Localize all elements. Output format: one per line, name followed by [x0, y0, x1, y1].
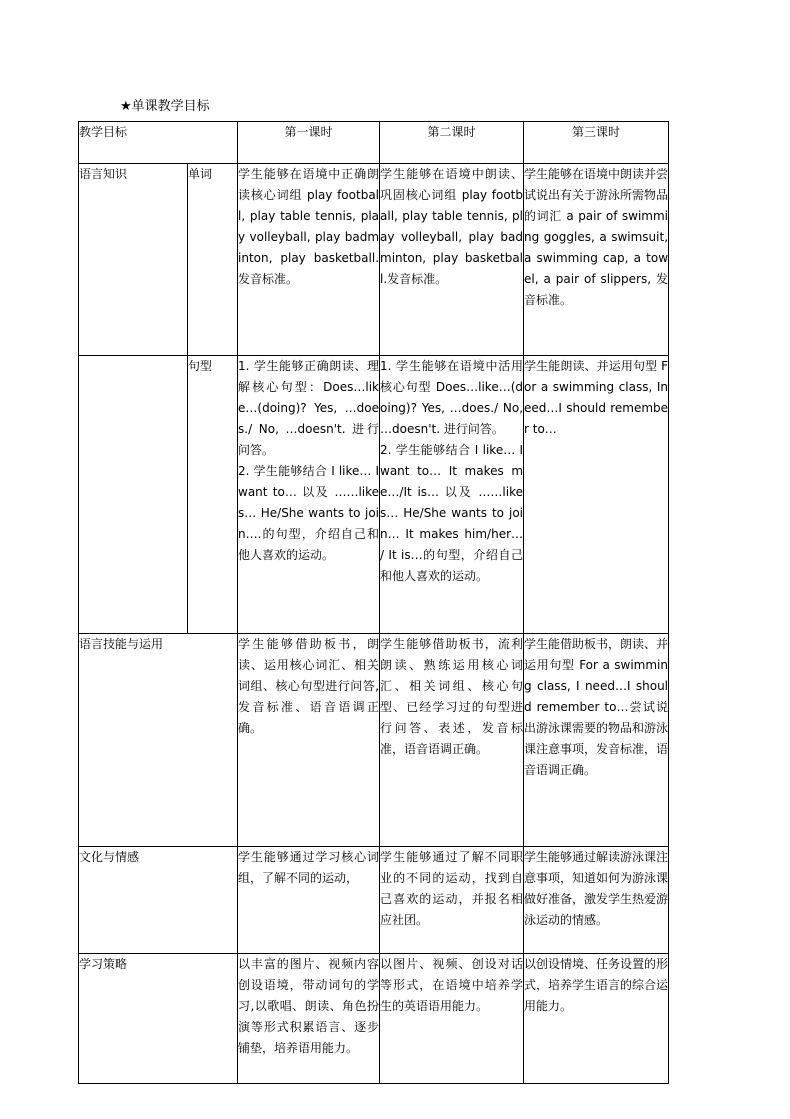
strategy-lesson-1: 以丰富的图片、视频内容创设语境，带动词句的学习,以歌唱、朗读、角色扮演等形式积累语言、逐步铺垫，培养语用能力。: [238, 954, 380, 1084]
section-title: ★单课教学目标: [120, 99, 210, 114]
words-label: 单词: [188, 164, 238, 356]
culture-lesson-2: 学生能够通过了解不同职业的不同的运动，找到自己喜欢的运动，并报名相应社团。: [380, 847, 524, 954]
sentences-lesson-2-point-1: 1. 学生能够在语境中活用核心句型 Does…like…(doing)? Yes, …does./ No, …doesn't. 进行问答。: [380, 359, 524, 436]
header-lesson-3: 第三课时: [524, 122, 669, 164]
header-row: [79, 122, 669, 164]
words-lesson-2: 学生能够在语境中朗读、巩固核心词组 play football, play table tennis, play volleyball, play badminton, play basketball.发音标准。: [380, 164, 524, 356]
header-lesson-1: 第一课时: [238, 122, 380, 164]
header-objectives: 教学目标: [79, 122, 238, 164]
words-lesson-1: 学生能够在语境中正确朗读核心词组 play football, play table tennis, play volleyball, play badminton, play basketball.发音标准。: [238, 164, 380, 356]
header-lesson-2: 第二课时: [380, 122, 524, 164]
culture-lesson-1: 学生能够通过学习核心词组，了解不同的运动，: [238, 847, 380, 954]
sentences-lesson-2: [380, 356, 524, 634]
empty-cell: [79, 356, 188, 634]
sentences-row: [79, 356, 669, 634]
words-lesson-3: 学生能够在语境中朗读并尝试说出有关于游泳所需物品的词汇 a pair of swimming goggles, a swimsuit, a swimming cap, a towel, a pair of slippers, 发音标准。: [524, 164, 669, 356]
sentences-label: 句型: [188, 356, 238, 634]
skills-label: 语言技能与运用: [79, 634, 238, 847]
skills-lesson-2: 学生能够借助板书，流利朗读、熟练运用核心词汇、相关词组、核心句型、已经学习过的句型进行问答、表述，发音标准，语音语调正确。: [380, 634, 524, 847]
culture-lesson-3: 学生能够通过解读游泳课注意事项，知道如何为游泳课做好准备，激发学生热爱游泳运动的情感。: [524, 847, 669, 954]
sentences-lesson-1-point-2: 2. 学生能够结合 I like… I want to… 以及 ……likes… He/She wants to join….的句型，介绍自己和他人喜欢的运动。: [238, 464, 380, 562]
strategy-lesson-3: 以创设情境、任务设置的形式，培养学生语言的综合运用能力。: [524, 954, 669, 1084]
strategy-lesson-2: 以图片、视频、创设对话等形式，在语境中培养学生的英语语用能力。: [380, 954, 524, 1084]
sentences-lesson-2-point-2: 2. 学生能够结合 I like… I want to… It makes me…/It is… 以及 ……likes… He/She wants to join… It makes him/her… / It is…的句型，介绍自己和他人喜欢的运动。: [380, 443, 524, 583]
strategy-row: [79, 954, 669, 1084]
sentences-lesson-3: 学生能朗读、并运用句型 For a swimming class, Ineed…I should remember to…: [524, 356, 669, 634]
sentences-lesson-1-point-1: 1. 学生能够正确朗读、理解核心句型：Does…like…(doing)? Yes, …does./ No, …doesn't. 进行问答。: [238, 359, 380, 457]
strategy-label: 学习策略: [79, 954, 238, 1084]
skills-lesson-1: 学生能够借助板书，朗读、运用核心词汇、相关词组、核心句型进行问答,发音标准、语音语调正确。: [238, 634, 380, 847]
sentences-lesson-1: [238, 356, 380, 634]
words-row: [79, 164, 669, 356]
language-knowledge-label: 语言知识: [79, 164, 188, 356]
teaching-objectives-table: [78, 121, 669, 1084]
culture-label: 文化与情感: [79, 847, 238, 954]
skills-row: [79, 634, 669, 847]
culture-row: [79, 847, 669, 954]
skills-lesson-3: 学生能借助板书，朗读、并运用句型 For a swimming class, I need…I should remember to…尝试说出游泳课需要的物品和游泳课注意事项，发音标准，语音语调正确。: [524, 634, 669, 847]
